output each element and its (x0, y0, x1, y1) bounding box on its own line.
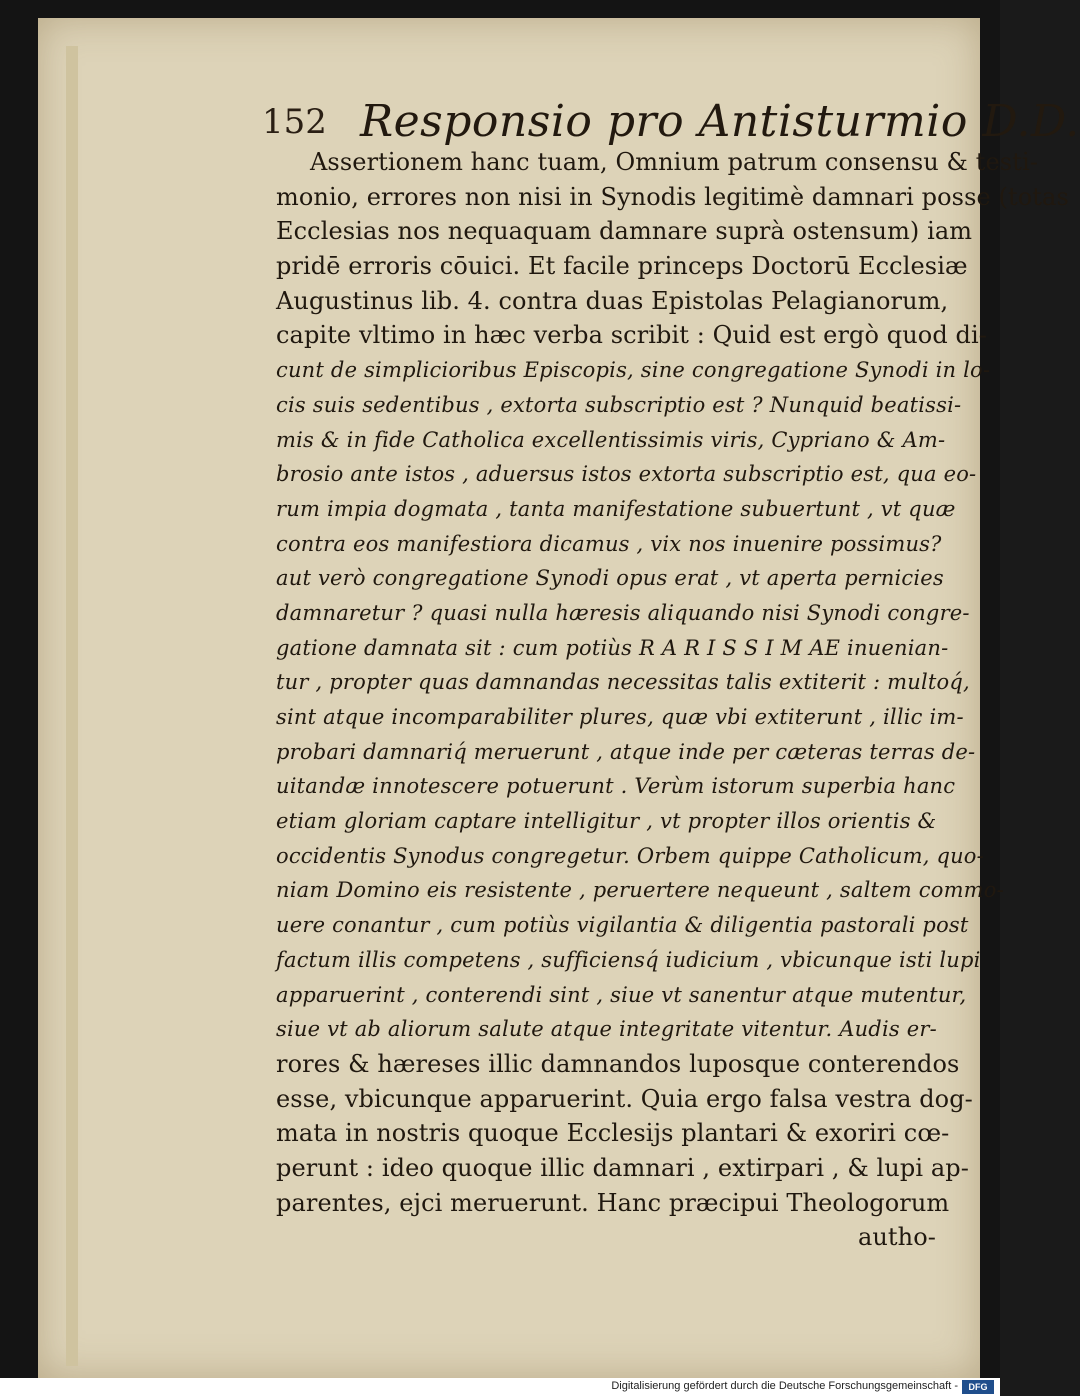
running-title: Responsio pro Antisturmio D.D. (360, 96, 1080, 147)
body-text (276, 145, 1069, 1255)
text-line: probari damnariq́ meruerunt , atque inde per cæteras terras de- (276, 739, 976, 764)
text-line: brosio ante istos , aduersus istos extorta subscriptio est, qua eo- (276, 462, 977, 487)
text-line: cis suis sedentibus , extorta subscriptio est ? Nunquid beatissi- (276, 392, 962, 417)
page-number: 152 (262, 102, 327, 142)
text-line: mis & in fide Catholica excellentissimis viris, Cypriano & Am- (276, 427, 946, 452)
text-line: rores & hæreses illic damnandos luposque conterendos (276, 1049, 960, 1078)
dfg-logo: DFG (962, 1380, 994, 1394)
text-line: gatione damnata sit : cum potiùs R A R I S S I M AE inuenian- (276, 635, 949, 660)
text-line: Assertionem hanc tuam, Omnium patrum consensu & testi- (310, 148, 1038, 176)
text-line: uitandæ innotescere potuerunt . Verùm istorum superbia hanc (276, 774, 956, 799)
text-line: monio, errores non nisi in Synodis legitimè damnari posse (totas (276, 182, 1069, 211)
text-line: occidentis Synodus congregetur. Orbem quippe Catholicum, quo- (276, 843, 984, 868)
text-line: etiam gloriam captare intelligitur , vt propter illos orientis & (276, 809, 937, 834)
text-line: autho- (857, 1223, 936, 1252)
text-line: Ecclesias nos nequaquam damnare suprà ostensum) iam (276, 217, 973, 246)
text-line: siue vt ab aliorum salute atque integritate vitentur. Audis er- (276, 1017, 937, 1042)
text-line: esse, vbicunque apparuerint. Quia ergo falsa vestra dog- (276, 1084, 973, 1113)
text-line: apparuerint , conterendi sint , siue vt sanentur atque mutentur, (276, 982, 967, 1007)
text-line: rum impia dogmata , tanta manifestatione subuertunt , vt quæ (276, 496, 956, 521)
page-edge (66, 46, 78, 1366)
text-line: pridē erroris cōuici. Et facile princeps Doctorū Ecclesiæ (276, 252, 968, 281)
text-line: contra eos manifestiora dicamus , vix nos inuenire possimus? (276, 531, 942, 556)
text-line: tur , propter quas damnandas necessitas talis extiterit : multoq́, (276, 670, 970, 695)
text-line: cunt de simplicioribus Episcopis, sine congregatione Synodi in lo- (276, 358, 991, 383)
text-line: parentes, ejci meruerunt. Hanc præcipui Theologorum (276, 1188, 950, 1217)
text-line: niam Domino eis resistente , peruertere nequeunt , saltem commo- (276, 878, 1004, 903)
text-line: damnaretur ? quasi nulla hæresis aliquando nisi Synodi congre- (276, 600, 970, 625)
text-line: factum illis competens , sufficiensq́ iudicium , vbicunque isti lupi (276, 947, 981, 972)
text-line: perunt : ideo quoque illic damnari , extirpari , & lupi ap- (276, 1153, 969, 1182)
text-line: mata in nostris quoque Ecclesijs plantari & exoriri cœ- (276, 1119, 950, 1148)
text-line: aut verò congregatione Synodi opus erat , vt aperta pernicies (276, 566, 944, 591)
text-line: Augustinus lib. 4. contra duas Epistolas Pelagianorum, (276, 286, 949, 315)
footer-credit: Digitalisierung gefördert durch die Deutsche Forschungsgemeinschaft - (611, 1380, 958, 1392)
text-line: sint atque incomparabiliter plures, quæ vbi extiterunt , illic im- (276, 705, 964, 729)
text-line: uere conantur , cum potiùs vigilantia & diligentia pastorali post (276, 913, 969, 938)
footer-bar (0, 1378, 1000, 1396)
text-line: capite vltimo in hæc verba scribit : Quid est ergò quod di- (276, 321, 987, 350)
